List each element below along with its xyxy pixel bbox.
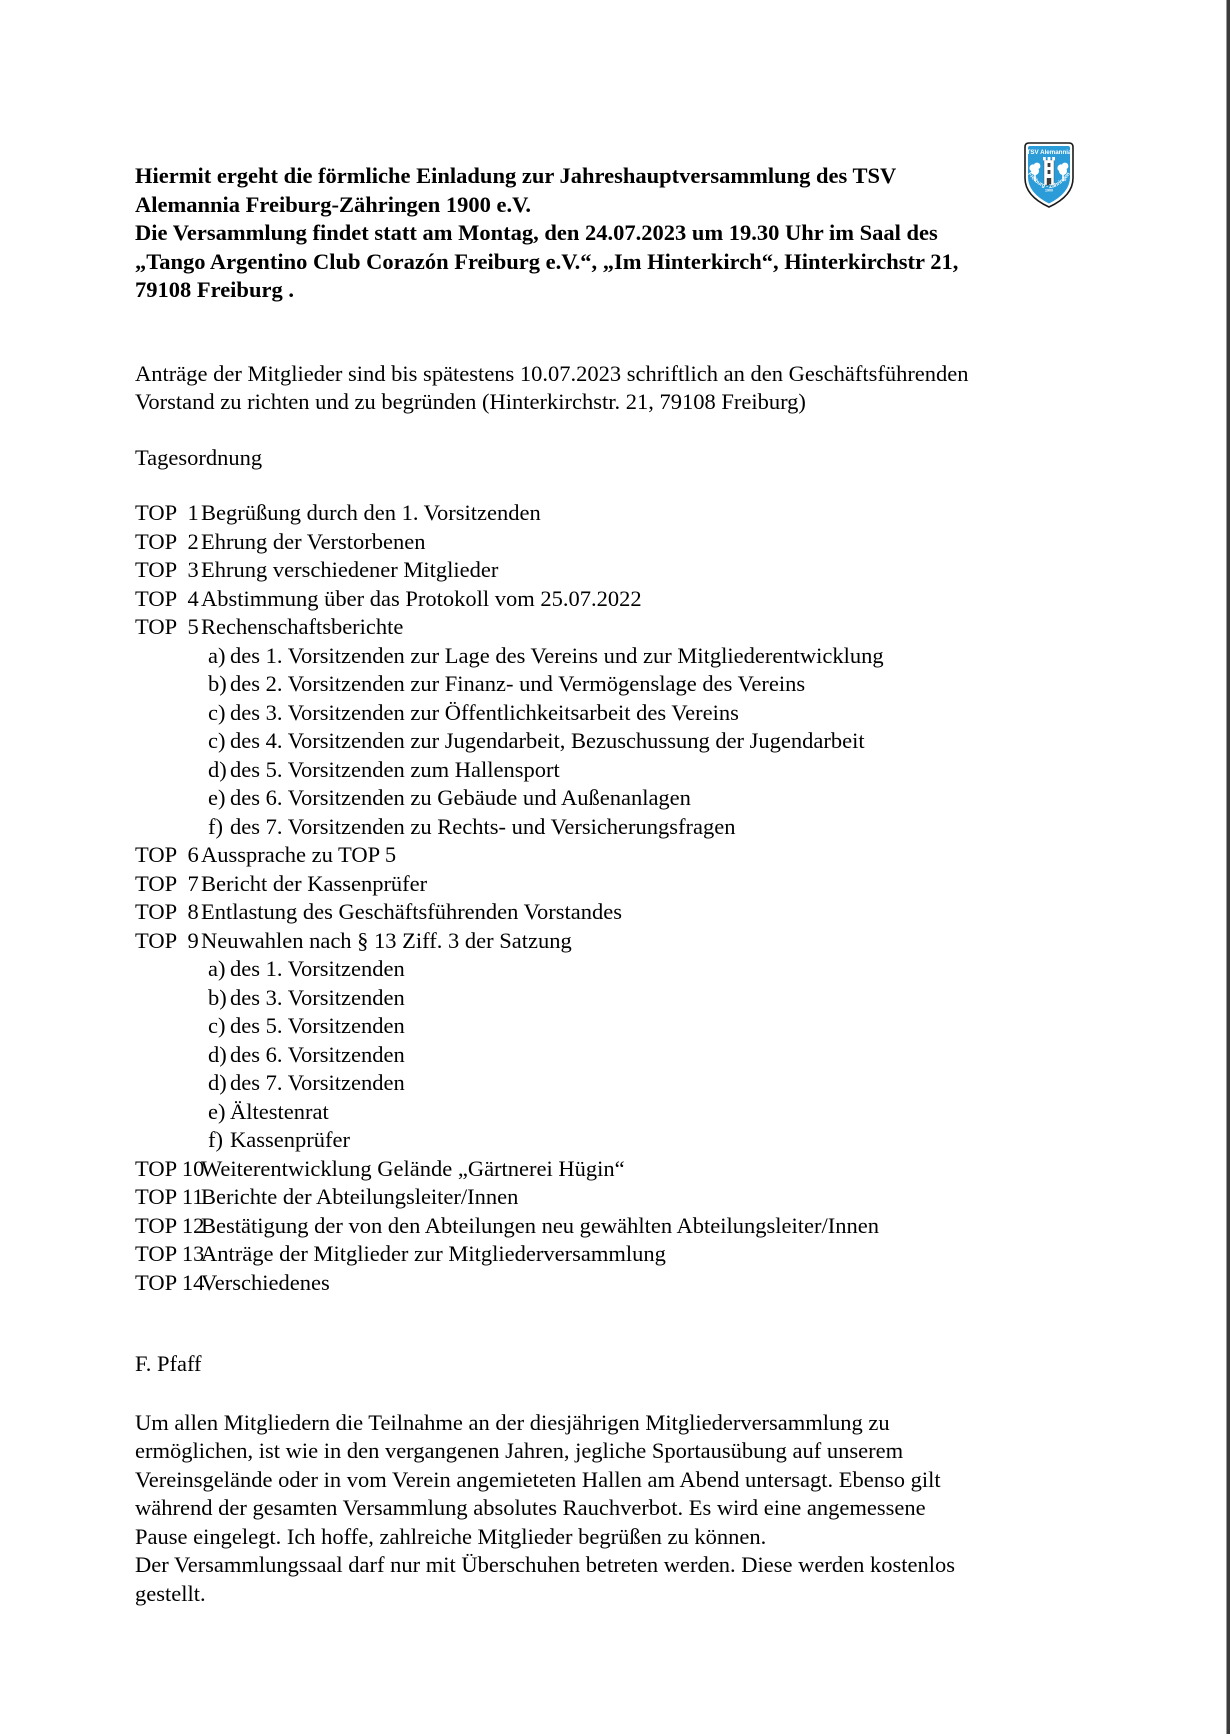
- agenda-top-label: TOP 3: [135, 557, 199, 582]
- agenda-sub-letter: c): [208, 728, 226, 753]
- agenda-item-text: Kassenprüfer: [230, 1127, 350, 1152]
- antraege-line: Vorstand zu richten und zu begründen (Hinterkirchstr. 21, 79108 Freiburg): [135, 389, 806, 414]
- agenda-top-label: TOP 5: [135, 614, 199, 639]
- agenda-item-text: des 7. Vorsitzenden: [230, 1070, 405, 1095]
- agenda-item: [135, 1069, 1140, 1098]
- closing-line: Vereinsgelände oder in vom Verein angemieteten Hallen am Abend untersagt. Ebenso gilt: [135, 1466, 941, 1492]
- logo-title: TSV Alemannia: [1026, 149, 1072, 156]
- agenda-item-text: des 6. Vorsitzenden: [230, 1041, 405, 1067]
- agenda-item: [135, 1269, 1140, 1298]
- agenda-item-text: Verschiedenes: [201, 1269, 330, 1295]
- agenda-item-text: des 6. Vorsitzenden zu Gebäude und Außenanlagen: [230, 785, 691, 810]
- agenda-top-label: TOP 7: [135, 870, 199, 896]
- agenda-item: [135, 499, 1140, 528]
- intro-line: 79108 Freiburg .: [135, 277, 294, 302]
- agenda-item: [135, 1012, 1140, 1041]
- agenda-item-text: Aussprache zu TOP 5: [201, 842, 397, 867]
- logo-subtitle: Freiburg - Zähringen: [1026, 171, 1072, 191]
- closing-line: Um allen Mitgliedern die Teilnahme an der diesjährigen Mitgliederversammlung zu: [135, 1409, 890, 1435]
- agenda-top-label: TOP 8: [135, 899, 199, 924]
- agenda-sub-letter: e): [208, 785, 226, 810]
- agenda-item-text: Weiterentwicklung Gelände „Gärtnerei Hügin“: [201, 1155, 625, 1181]
- agenda-item: [135, 955, 1140, 984]
- agenda-item-text: Ehrung verschiedener Mitglieder: [201, 557, 499, 582]
- agenda-item: [135, 898, 1140, 927]
- agenda-item: [135, 613, 1140, 642]
- agenda-item: [135, 813, 1140, 842]
- agenda-top-label: TOP 13: [135, 1241, 205, 1266]
- closing-line: ermöglichen, ist wie in den vergangenen Jahren, jegliche Sportausübung auf unserem: [135, 1438, 904, 1463]
- agenda-item: [135, 1212, 1140, 1241]
- agenda-item-text: des 5. Vorsitzenden zum Hallensport: [230, 756, 560, 782]
- agenda-item: [135, 528, 1140, 557]
- antraege-paragraph: [135, 360, 1140, 417]
- closing-line: Pause eingelegt. Ich hoffe, zahlreiche Mitglieder begrüßen zu können.: [135, 1523, 767, 1549]
- agenda-top-label: TOP 4: [135, 585, 199, 611]
- intro-line: Die Versammlung findet statt am Montag, den 24.07.2023 um 19.30 Uhr im Saal des: [135, 220, 938, 245]
- closing-line: gestellt.: [135, 1580, 206, 1606]
- agenda-item: [135, 756, 1140, 785]
- agenda-item-text: Abstimmung über das Protokoll vom 25.07.2022: [201, 585, 642, 611]
- agenda-sub-letter: d): [208, 756, 227, 782]
- intro-line: Hiermit ergeht die förmliche Einladung zur Jahreshauptversammlung des TSV: [135, 163, 897, 188]
- agenda-item: [135, 984, 1140, 1013]
- agenda-sub-letter: d): [208, 1070, 227, 1095]
- agenda-item: [135, 670, 1140, 699]
- agenda-item: [135, 699, 1140, 728]
- agenda-item-text: des 5. Vorsitzenden: [230, 1013, 405, 1038]
- intro-paragraph: [135, 162, 1140, 305]
- agenda-list: [135, 499, 1140, 1297]
- agenda-item-text: Bericht der Kassenprüfer: [201, 870, 428, 896]
- signature: F. Pfaff: [135, 1351, 202, 1376]
- tower-icon: [1043, 157, 1055, 185]
- agenda-item: [135, 1183, 1140, 1212]
- agenda-item-text: des 4. Vorsitzenden zur Jugendarbeit, Bezuschussung der Jugendarbeit: [230, 728, 865, 753]
- agenda-sub-letter: b): [208, 671, 227, 696]
- agenda-item-text: des 3. Vorsitzenden: [230, 984, 405, 1010]
- agenda-item-text: Ehrung der Verstorbenen: [201, 528, 426, 554]
- agenda-item: [135, 841, 1140, 870]
- antraege-line: Anträge der Mitglieder sind bis spätestens 10.07.2023 schriftlich an den Geschäftsführenden: [135, 360, 969, 386]
- intro-line: „Tango Argentino Club Corazón Freiburg e.V.“, „Im Hinterkirch“, Hinterkirchstr 21,: [135, 248, 959, 274]
- page-right-edge: [1226, 0, 1230, 1734]
- agenda-item: [135, 727, 1140, 756]
- agenda-item: [135, 1041, 1140, 1070]
- agenda-item: [135, 927, 1140, 956]
- agenda-top-label: TOP 1: [135, 500, 199, 525]
- agenda-heading: Tagesordnung: [135, 444, 263, 470]
- agenda-item-text: Rechenschaftsberichte: [201, 614, 404, 639]
- agenda-item-text: Berichte der Abteilungsleiter/Innen: [201, 1184, 519, 1209]
- agenda-item-text: des 3. Vorsitzenden zur Öffentlichkeitsarbeit des Vereins: [230, 699, 739, 725]
- closing-paragraph: [135, 1409, 1140, 1609]
- agenda-sub-letter: e): [208, 1098, 226, 1124]
- agenda-item-text: des 1. Vorsitzenden: [230, 956, 405, 981]
- agenda-sub-letter: d): [208, 1041, 227, 1067]
- intro-line: Alemannia Freiburg-Zähringen 1900 e.V.: [135, 191, 532, 217]
- agenda-item: [135, 556, 1140, 585]
- agenda-sub-letter: a): [208, 956, 226, 981]
- shield-icon: [1020, 140, 1078, 210]
- agenda-item-text: Ältestenrat: [230, 1098, 329, 1124]
- agenda-item-text: Bestätigung der von den Abteilungen neu gewählten Abteilungsleiter/Innen: [201, 1212, 879, 1238]
- agenda-top-label: TOP 2: [135, 528, 199, 554]
- club-logo: [1020, 140, 1078, 210]
- closing-line: während der gesamten Versammlung absolutes Rauchverbot. Es wird eine angemessene: [135, 1495, 926, 1520]
- agenda-item-text: Begrüßung durch den 1. Vorsitzenden: [201, 500, 541, 525]
- logo-year: 1900: [1045, 188, 1053, 193]
- agenda-item-text: des 7. Vorsitzenden zu Rechts- und Versicherungsfragen: [230, 813, 736, 839]
- agenda-item-text: des 1. Vorsitzenden zur Lage des Vereins und zur Mitgliederentwicklung: [230, 642, 884, 668]
- agenda-sub-letter: c): [208, 1013, 226, 1038]
- agenda-sub-letter: f): [208, 1127, 223, 1152]
- closing-line: Der Versammlungssaal darf nur mit Überschuhen betreten werden. Diese werden kostenlos: [135, 1552, 955, 1577]
- agenda-top-label: TOP 12: [135, 1212, 205, 1238]
- agenda-top-label: TOP 9: [135, 927, 199, 953]
- agenda-sub-letter: b): [208, 984, 227, 1010]
- agenda-sub-letter: c): [208, 699, 226, 725]
- agenda-item: [135, 642, 1140, 671]
- agenda-item: [135, 784, 1140, 813]
- agenda-item-text: Entlastung des Geschäftsführenden Vorstandes: [201, 899, 622, 924]
- agenda-sub-letter: f): [208, 813, 223, 839]
- agenda-top-label: TOP 14: [135, 1269, 205, 1295]
- agenda-sub-letter: a): [208, 642, 226, 668]
- agenda-item: [135, 1098, 1140, 1127]
- agenda-item: [135, 1240, 1140, 1269]
- agenda-item: [135, 585, 1140, 614]
- agenda-item: [135, 870, 1140, 899]
- agenda-top-label: TOP 10: [135, 1155, 205, 1181]
- agenda-top-label: TOP 11: [135, 1184, 204, 1209]
- agenda-item-text: Neuwahlen nach § 13 Ziff. 3 der Satzung: [201, 927, 572, 953]
- agenda-item: [135, 1126, 1140, 1155]
- agenda-top-label: TOP 6: [135, 842, 199, 867]
- agenda-item-text: des 2. Vorsitzenden zur Finanz- und Vermögenslage des Vereins: [230, 671, 806, 696]
- agenda-item: [135, 1155, 1140, 1184]
- agenda-item-text: Anträge der Mitglieder zur Mitgliederversammlung: [201, 1241, 666, 1266]
